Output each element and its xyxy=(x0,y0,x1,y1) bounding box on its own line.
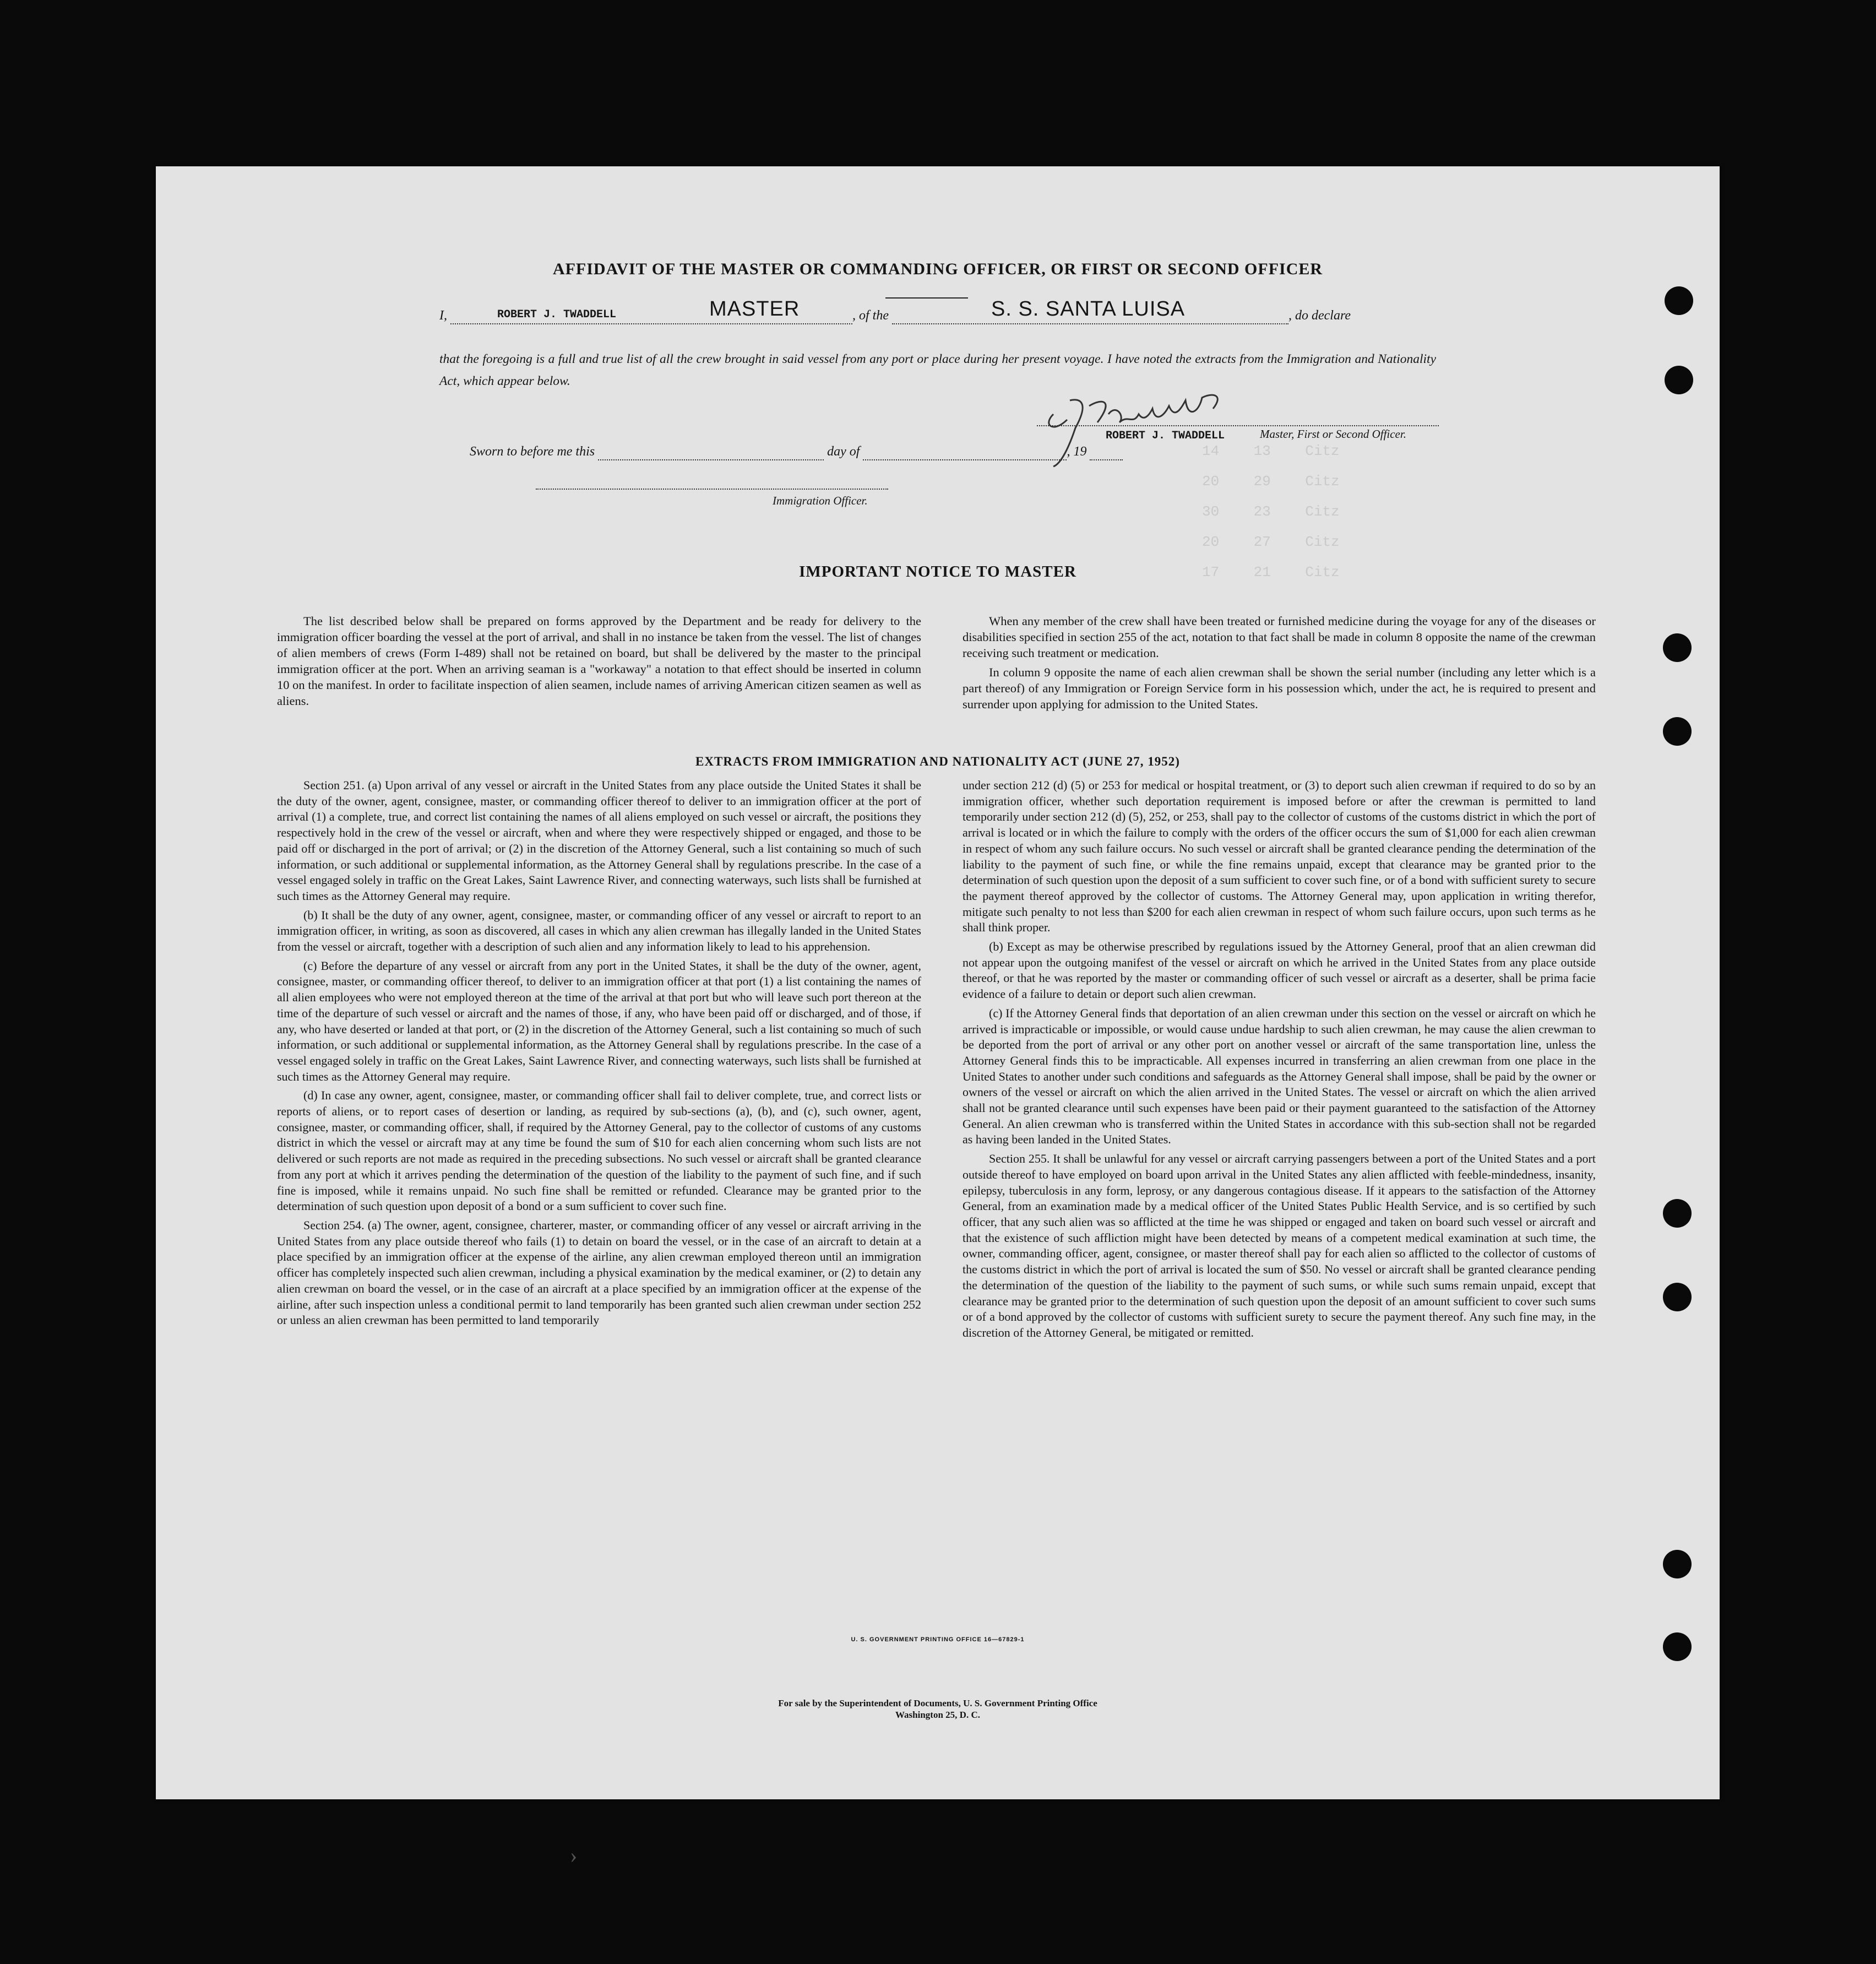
name-field[interactable] xyxy=(450,297,852,324)
extracts-left xyxy=(277,778,921,1332)
master-name: ROBERT J. TWADDELL xyxy=(497,308,617,321)
notice-left-para: The list described below shall be prepared on forms approved by the Department and be ready for delivery to the immigration officer boarding the vessel at the port of arrival, and shall in no instance be taken from the vessel. The list of changes of alien members of crews (Form I-489) shall not be retained on board, but shall be delivered by the master to the principal immigration officer at the port. When an arriving seaman is a "workaway" a notation to that effect should be inserted in column 10 on the manifest. In order to facilitate inspection of alien seamen, include names of arriving American citizen seamen as well as aliens. xyxy=(277,614,921,708)
sworn-day-field[interactable] xyxy=(598,444,824,460)
do-declare-label: , do declare xyxy=(1288,308,1351,323)
declaration-body: that the foregoing is a full and true list of all the crew brought in said vessel from any port or place during her present voyage. I have noted the extracts from the Immigration and Nationality Act, which appear below. xyxy=(439,352,1436,388)
section-251-d: (d) In case any owner, agent, consignee, master, or commanding officer shall fail to deliver complete, true, and correct lists or reports of aliens, or to report cases of desertion or landing, as required by sub-sections (a), (b), and (c), such owner, agent, consignee, master, or commanding officer, shall, if required by the Attorney General, pay to the collector of customs of any customs district in which the vessel or aircraft may at any time be found the sum of $10 for each alien concerning whom such lists are not delivered or such reports are not made as required in the preceding subsections. No such vessel or aircraft shall be granted clearance from any port at which it arrives pending the determination of the question of the liability to the payment of such fine, and if such fine is imposed, while it remains unpaid. No such fine shall be remitted or refunded. Clearance may be granted prior to the determination of such question upon deposit of a bond or a sum sufficient to cover such fine. xyxy=(277,1088,921,1213)
sworn-label: Sworn to before me this xyxy=(470,444,595,459)
rank-handwritten: MASTER xyxy=(709,297,800,321)
notice-right-para-1: When any member of the crew shall have been treated or furnished medicine during the voyage for any of the diseases or disabilities specified in section 255 of the act, notation to that fact shall be made in column 8 opposite the name of the crewman receiving such treatment or medication. xyxy=(963,614,1596,660)
extracts-title: EXTRACTS FROM IMMIGRATION AND NATIONALITY ACT (JUNE 27, 1952) xyxy=(695,755,1180,768)
i-label: I, xyxy=(439,308,447,323)
bleed-through-text: 14 13 Citz 20 29 Citz 30 23 Citz 20 27 Citz 17 21 Citz xyxy=(1202,443,1340,580)
section-254-a-cont: under section 212 (d) (5) or 253 for medical or hospital treatment, or (3) to deport such alien crewman if required to do so by an immigration officer, whether such deportation requirement is imposed before or after the crewman is permitted to land temporarily under section 212 (d) (5), 252, or 253, shall pay to the collector of customs of the customs district in which the port of arrival is located or in which the failure to comply with the orders of the officer occurs the sum of $1,000 for each alien crewman in respect of whom any such failure occurs. No such vessel or aircraft shall be granted clearance pending the determination of the liability to the payment of such fine, or while the fine remains unpaid, except that clearance may be granted prior to the determination of such question upon the deposit of a sum sufficient to cover such fine, or of a bond with sufficient surety to secure the payment thereof approved by the collector of customs. The Attorney General may, upon application in writing therefor, mitigate such penalty to not less than $200 for each alien crewman in respect of whom such failure occurs, upon such terms as he shall think proper. xyxy=(963,778,1596,935)
gpo-imprint: U. S. GOVERNMENT PRINTING OFFICE 16—67829-1 xyxy=(851,1636,1025,1643)
punch-hole xyxy=(1663,717,1692,746)
scan-mark: › xyxy=(570,1843,578,1868)
day-of-label: day of xyxy=(827,444,860,459)
sworn-year-field[interactable] xyxy=(1090,444,1123,460)
notice-right-para-2: In column 9 opposite the name of each alien crewman shall be shown the serial number (including any letter which is a part thereof) of any Immigration or Foreign Service form in his possession which, under the act, he is required to present and surrender upon applying for admission to the United States. xyxy=(963,665,1596,711)
signature-line xyxy=(1037,425,1439,426)
section-254-b: (b) Except as may be otherwise prescribed by regulations issued by the Attorney General, proof that an alien crewman did not appear upon the outgoing manifest of the vessel or aircraft on which he arrived in the United States from any place outside thereof, or that he was reported by the master or commanding officer of such vessel or aircraft as a deserter, shall be prima facie evidence of a failure to detain or deport such alien crewman. xyxy=(963,940,1596,1001)
signer-title: Master, First or Second Officer. xyxy=(1260,427,1406,441)
punch-hole xyxy=(1663,633,1692,662)
sworn-line xyxy=(470,444,1466,460)
immigration-officer-label: Immigration Officer. xyxy=(773,494,868,507)
punch-hole xyxy=(1663,1199,1692,1228)
punch-hole xyxy=(1665,286,1693,315)
section-254-c: (c) If the Attorney General finds that deportation of an alien crewman under this section on the vessel or aircraft on which he arrived is impracticable or impossible, or would cause undue hardship to such alien crewman, he may cause the alien crewman to be deported from the port of arrival or any other port on another vessel or aircraft of the same transportation line, unless the Attorney General finds this to be impracticable. All expenses incurred in transferring an alien crewman from one place in the United States to another under such conditions and safeguards as the Attorney General shall impose, shall be paid by the owner or owners of the vessel or aircraft on which the alien arrived in the United States. The vessel or aircraft on which the alien arrived shall not be granted clearance until such expenses have been paid or their payment guaranteed to the satisfaction of the Attorney General. An alien crewman who is transferred within the United States in accordance with this sub-section shall not be regarded as having been landed in the United States. xyxy=(963,1006,1596,1147)
punch-hole xyxy=(1663,1550,1692,1578)
of-the-label: , of the xyxy=(852,308,889,323)
notice-title: IMPORTANT NOTICE TO MASTER xyxy=(799,563,1076,580)
section-251-c: (c) Before the departure of any vessel or aircraft from any port in the United States, it shall be the duty of the owner, agent, consignee, master, or commanding officer thereof, to deliver to an immigration officer at that port (1) a list containing the names of all alien employees who were not employed thereon at the time of the arrival at that port but who will leave such port thereon at the time of the departure of such vessel or aircraft and the names of those, if any, who have been paid off or discharged, and of those, if any, who have deserted or landed at that port, or (2) in the discretion of the Attorney General, such a list containing so much of such information, or such additional or supplemental information, as the Attorney General shall by regulations prescribe. In the case of a vessel engaged solely in traffic on the Great Lakes, Saint Lawrence River, and connecting waterways, such lists shall be furnished at such times as the Attorney General may require. xyxy=(277,958,921,1083)
sale-notice xyxy=(156,1697,1720,1721)
section-251-b: (b) It shall be the duty of any owner, agent, consignee, master, or commanding officer of any vessel or aircraft to report to an immigration officer, in writing, as soon as discovered, all cases in which any alien crewman has illegally landed in the United States from the vessel or aircraft, together with a description of such alien and any information likely to lead to his apprehension. xyxy=(277,908,921,954)
title-rule xyxy=(885,297,968,299)
notice-right xyxy=(963,613,1596,715)
notice-left xyxy=(277,613,921,712)
signer-typed-name: ROBERT J. TWADDELL xyxy=(1106,430,1225,442)
vessel-name: S. S. SANTA LUISA xyxy=(991,297,1186,321)
punch-hole xyxy=(1663,1283,1692,1311)
affidavit-title: AFFIDAVIT OF THE MASTER OR COMMANDING OFFICER, OR FIRST OR SECOND OFFICER xyxy=(552,260,1323,278)
document-page xyxy=(156,166,1720,1799)
section-251-a: Section 251. (a) Upon arrival of any vessel or aircraft in the United States from any place outside the United States it shall be the duty of the owner, agent, consignee, master, or commanding officer thereof to deliver to an immigration officer at the port of arrival (1) a complete, true, and correct list containing the names of all aliens employed on such vessel or aircraft, the positions they respectively hold in the crew of the vessel or aircraft, when and where they were respectively shipped or engaged, and those to be paid off or discharged in the port of arrival; or (2) in the discretion of the Attorney General, such a list containing so much of such information, or such additional or supplemental information, as the Attorney General shall by regulations prescribe. In the case of a vessel engaged solely in traffic on the Great Lakes, Saint Lawrence River, and connecting waterways, such lists shall be furnished at such times as the Attorney General may require. xyxy=(277,778,921,903)
section-255: Section 255. It shall be unlawful for any vessel or aircraft carrying passengers between a port of the United States and a port outside thereof to have employed on board upon arrival in the United States any alien afflicted with feeble-mindedness, insanity, epilepsy, tuberculosis in any form, leprosy, or any dangerous contagious disease. If it appears to the satisfaction of the Attorney General, from an examination made by a medical officer of the United States Public Health Service, and is so certified by such officer, that any such alien was so afflicted at the time he was shipped or engaged and taken on board such vessel or aircraft and that the existence of such affliction might have been detected by means of a competent medical examination at such time, the owner, commanding officer, agent, consignee, or master thereof shall pay for each alien so afflicted to the collector of customs of the customs district in which the port of arrival is located the sum of $50. No vessel or aircraft shall be granted clearance pending the determination of the question of the liability to the payment of such sums, or while such sums remain unpaid, except that clearance may be granted prior to the determination of such question upon the deposit of an amount sufficient to cover such sums or of a bond approved by the collector of customs with sufficient surety to secure the payment thereof. Any such fine may, in the discretion of the Attorney General, be mitigated or remitted. xyxy=(963,1152,1596,1339)
officer-signature-line[interactable] xyxy=(536,489,888,490)
punch-hole xyxy=(1665,366,1693,394)
sale-line-1: For sale by the Superintendent of Documents, U. S. Government Printing Office xyxy=(778,1698,1097,1708)
sale-line-2: Washington 25, D. C. xyxy=(895,1710,980,1720)
year-label: , 19 xyxy=(1067,444,1087,459)
vessel-field[interactable] xyxy=(892,297,1288,324)
extracts-right xyxy=(963,778,1596,1344)
declaration-line xyxy=(439,297,1436,324)
section-254-a: Section 254. (a) The owner, agent, consignee, charterer, master, or commanding officer of any vessel or aircraft arriving in the United States from any place outside thereof who fails (1) to detain on board the vessel, or in the case of an aircraft to detain at a place specified by an immigration officer at the expense of the airline, any alien crewman employed thereon until an immigration officer has completely inspected such alien crewman, including a physical examination by the medical examiner, or (2) to detain any alien crewman on board the vessel, or in the case of an aircraft at a place specified by an immigration officer at the expense of the airline, after such inspection unless a conditional permit to land temporarily has been granted such alien crewman under section 252 or unless an alien crewman has been permitted to land temporarily xyxy=(277,1218,921,1327)
sworn-month-field[interactable] xyxy=(863,444,1067,460)
